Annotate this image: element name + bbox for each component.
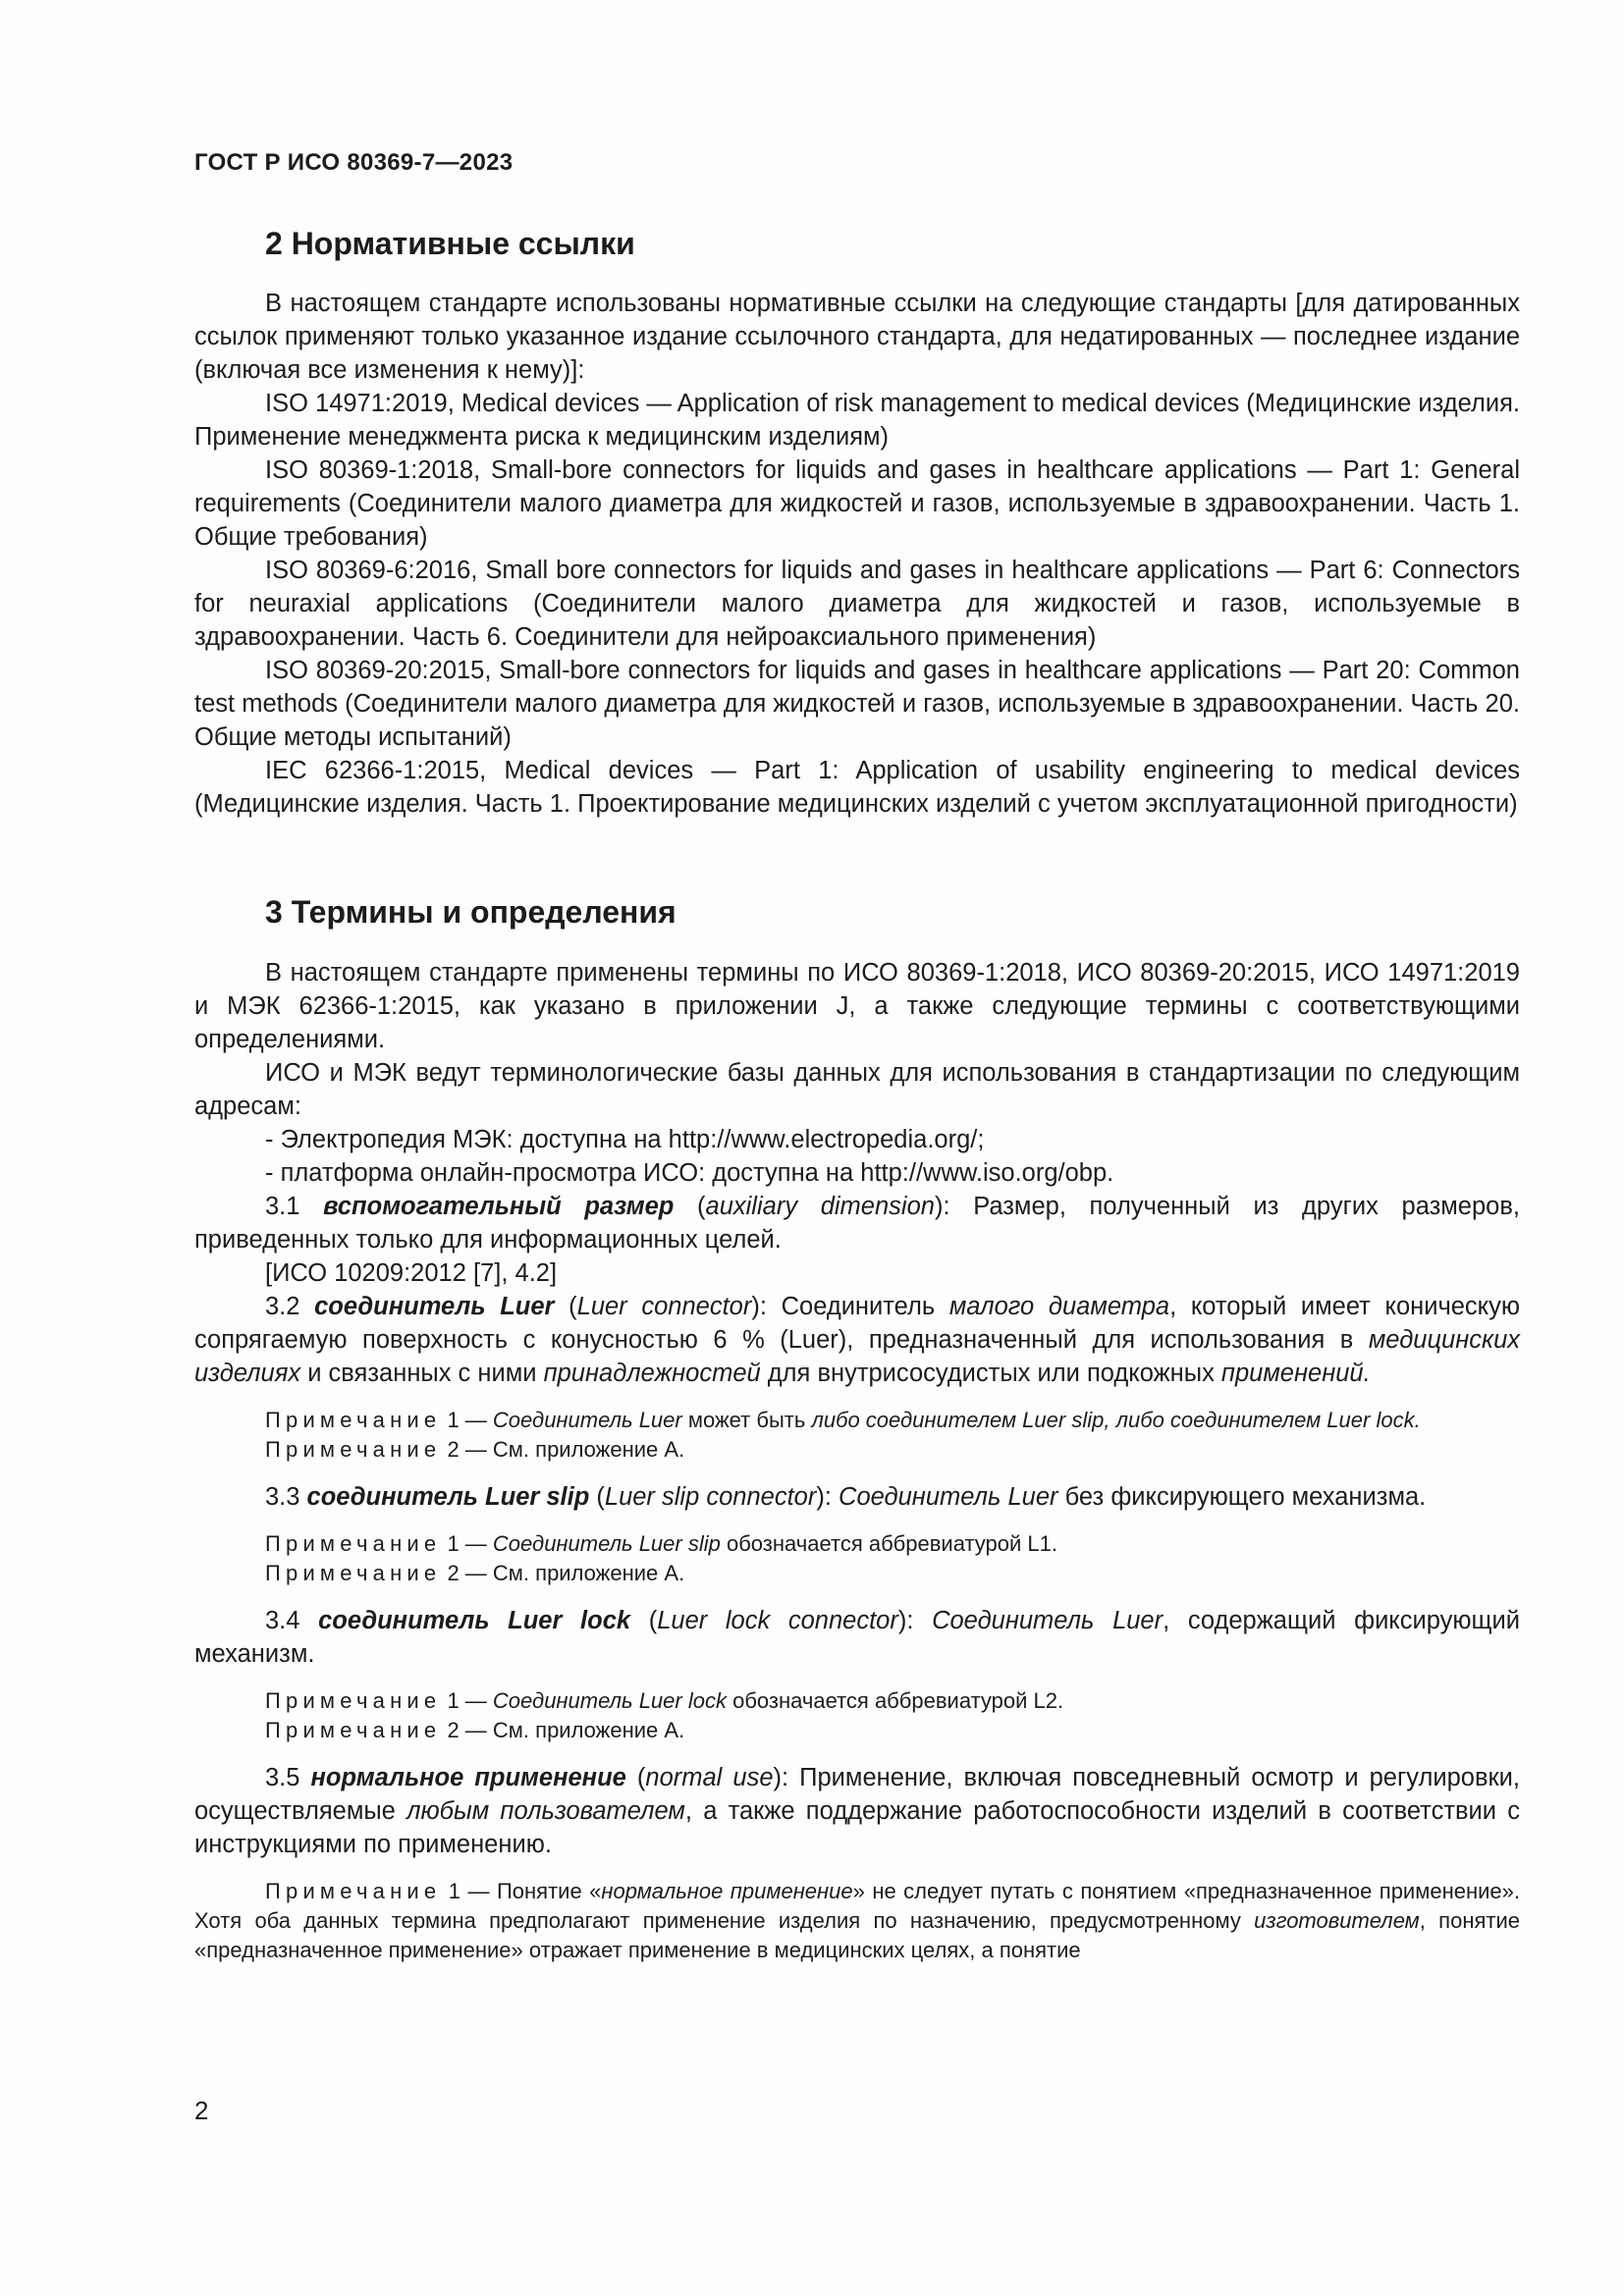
- term-3-5-name: нормальное применение: [310, 1764, 626, 1791]
- note-3-4-2: Примечание 2 — См. приложение А.: [265, 1718, 685, 1742]
- list-item-iso-obp: - платформа онлайн-просмотра ИСО: доступна на http://www.iso.org/obp.: [265, 1159, 1114, 1187]
- note-3-2-2: Примечание 2 — См. приложение А.: [265, 1437, 685, 1462]
- reference-item: ISO 80369-6:2016, Small bore connectors for liquids and gases in healthcare applications — Part 6: Connectors for neuraxial applications (Соединители малого диаметра для жидкостей и газов, используемые в здравоохранении. Часть 6. Соединители для нейроаксиального применения): [194, 557, 1520, 651]
- term-3-1: 3.1 вспомогательный размер (auxiliary dimension): Размер, полученный из других размеров, приведенных только для информационных целей.: [194, 1193, 1520, 1254]
- term-3-4: 3.4 соединитель Luer lock (Luer lock connector): Соединитель Luer, содержащий фиксирующий механизм.: [194, 1607, 1520, 1668]
- term-3-1-name: вспомогательный размер: [323, 1193, 675, 1220]
- reference-item: IEC 62366-1:2015, Medical devices — Part 1: Application of usability engineering to medical devices (Медицинские изделия. Часть 1. Проектирование медицинских изделий с учетом эксплуатационной пригодности): [194, 757, 1520, 818]
- reference-item: ISO 80369-1:2018, Small-bore connectors for liquids and gases in healthcare applications — Part 1: General requirements (Соединители малого диаметра для жидкостей и газов, используемые в здравоохранении. Часть 1. Общие требования): [194, 456, 1520, 551]
- document-header: ГОСТ Р ИСО 80369-7—2023: [194, 149, 514, 176]
- note-3-5-1: Примечание 1 — Понятие «нормальное применение» не следует путать с понятием «предназначенное применение». Хотя оба данных термина предполагают применение изделия по назначению, предусмотренному изготовителем, понятие «предназначенное применение» отражает применение в медицинских целях, а понятие: [194, 1879, 1520, 1962]
- term-3-3-name: соединитель Luer slip: [306, 1483, 590, 1511]
- note-3-2-1: Примечание 1 — Соединитель Luer может быть либо соединителем Luer slip, либо соединителем Luer lock.: [265, 1408, 1421, 1432]
- note-3-4-1: Примечание 1 — Соединитель Luer lock обозначается аббревиатурой L2.: [265, 1688, 1064, 1713]
- note-3-3-1: Примечание 1 — Соединитель Luer slip обозначается аббревиатурой L1.: [265, 1531, 1058, 1556]
- term-3-3: 3.3 соединитель Luer slip (Luer slip connector): Соединитель Luer без фиксирующего механизма.: [265, 1483, 1427, 1511]
- page-number: 2: [194, 2096, 209, 2125]
- section-3-title: 3 Термины и определения: [265, 894, 677, 930]
- section-3-intro: В настоящем стандарте применены термины по ИСО 80369-1:2018, ИСО 80369-20:2015, ИСО 14971:2019 и МЭК 62366-1:2015, как указано в приложении J, а также следующие термины с соответствующими определениями.: [194, 959, 1520, 1053]
- section-3-body: [194, 956, 1520, 1965]
- section-3-databases: ИСО и МЭК ведут терминологические базы данных для использования в стандартизации по следующим адресам:: [194, 1059, 1520, 1120]
- term-3-4-name: соединитель Luer lock: [318, 1607, 631, 1634]
- note-3-3-2: Примечание 2 — См. приложение А.: [265, 1561, 685, 1585]
- term-3-2: 3.2 соединитель Luer (Luer connector): Соединитель малого диаметра, который имеет коническую сопрягаемую поверхность с конусностью 6 % (Luer), предназначенный для использования в медицинских изделиях и связанных с ними принадлежностей для внутрисосудистых или подкожных применений.: [194, 1293, 1521, 1387]
- section-2-body: [194, 287, 1520, 821]
- reference-item: ISO 14971:2019, Medical devices — Application of risk management to medical devices (Медицинские изделия. Применение менеджмента риска к медицинским изделиям): [194, 390, 1521, 451]
- term-3-5: 3.5 нормальное применение (normal use): Применение, включая повседневный осмотр и регулировки, осуществляемые любым пользователем, а также поддержание работоспособности изделий в соответствии с инструкциями по применению.: [194, 1764, 1521, 1858]
- term-3-1-source: [ИСО 10209:2012 [7], 4.2]: [265, 1259, 558, 1287]
- section-2-title: 2 Нормативные ссылки: [265, 226, 635, 261]
- term-3-1-english: auxiliary dimension: [705, 1193, 935, 1220]
- section-2-intro: В настоящем стандарте использованы нормативные ссылки на следующие стандарты [для датированных ссылок применяют только указанное издание ссылочного стандарта, для недатированных — последнее издание (включая все изменения к нему)]:: [194, 290, 1520, 384]
- list-item-electropedia: - Электропедия МЭК: доступна на http://www.electropedia.org/;: [265, 1126, 985, 1153]
- reference-item: ISO 80369-20:2015, Small-bore connectors for liquids and gases in healthcare applications — Part 20: Common test methods (Соединители малого диаметра для жидкостей и газов, используемые в здравоохранении. Часть 20. Общие методы испытаний): [194, 657, 1520, 751]
- term-3-2-name: соединитель Luer: [314, 1293, 555, 1320]
